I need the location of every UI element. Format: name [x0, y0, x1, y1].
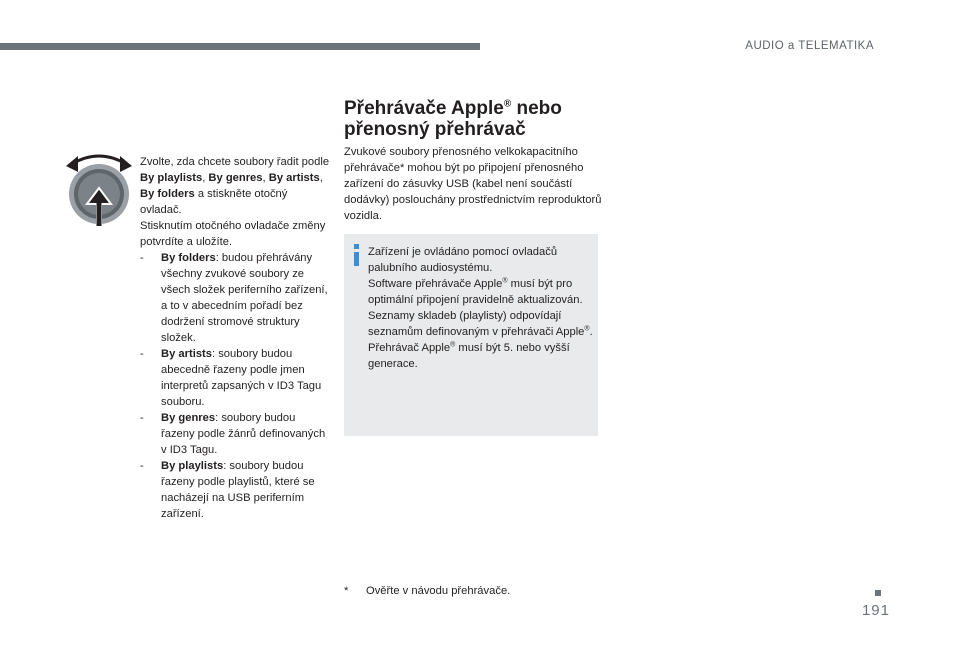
- option-by-genres: By genres: [208, 172, 263, 184]
- page-marker: [875, 590, 881, 596]
- page-number: 191: [861, 602, 890, 619]
- left-column: [140, 154, 330, 522]
- list-item: - By playlists: soubory budou řazeny podle playlistů, které se nacházejí na USB periferním zařízení.: [140, 460, 315, 520]
- sort-options-list: [140, 250, 330, 522]
- sort-instruction: Zvolte, zda chcete soubory řadit podle By playlists, By genres, By artists, By folders a stiskněte otočný ovladač.: [140, 156, 330, 216]
- confirm-instruction: Stisknutím otočného ovladače změny potvrdíte a uložíte.: [140, 220, 326, 248]
- list-item: - By folders: budou přehrávány všechny zvukové soubory ze všech složek periferního zařízení, a to v abecedním pořadí bez dodržení stromové struktury složek.: [140, 252, 328, 344]
- option-by-artists: By artists: [268, 172, 320, 184]
- option-by-playlists: By playlists: [140, 172, 203, 184]
- info-icon: [354, 244, 360, 266]
- info-box: [344, 234, 598, 436]
- list-item: - By artists: soubory budou abecedně řazeny podle jmen interpretů zapsaných v ID3 Tagu souboru.: [140, 348, 322, 408]
- list-item: - By genres: soubory budou řazeny podle žánrů definovaných v ID3 Tagu.: [140, 412, 326, 456]
- header-bar: [0, 43, 480, 50]
- intro-paragraph: Zvukové soubory přenosného velkokapacitního přehrávače* mohou být po připojení přenosného zařízení do zásuvky USB (kabel není součástí dodávky) poslouchány prostřednictvím reproduktorů vozidla.: [344, 146, 602, 222]
- option-by-folders: By folders: [140, 188, 195, 200]
- section-heading: Přehrávače Apple® nebo přenosný přehrávač: [344, 98, 562, 140]
- section-title: AUDIO a TELEMATIKA: [745, 40, 874, 52]
- footnote: * Ověřte v návodu přehrávače.: [344, 585, 511, 597]
- info-text: Zařízení je ovládáno pomocí ovladačů palubního audiosystému. Software přehrávače Apple® musí být pro optimální připojení pravidelně aktualizován. Seznamy skladeb (playlisty) odpovídají seznamům definovaným v přehrávači Apple®. Přehrávač Apple® musí být 5. nebo vyšší generace.: [368, 246, 593, 370]
- rotary-knob-icon: [66, 150, 132, 230]
